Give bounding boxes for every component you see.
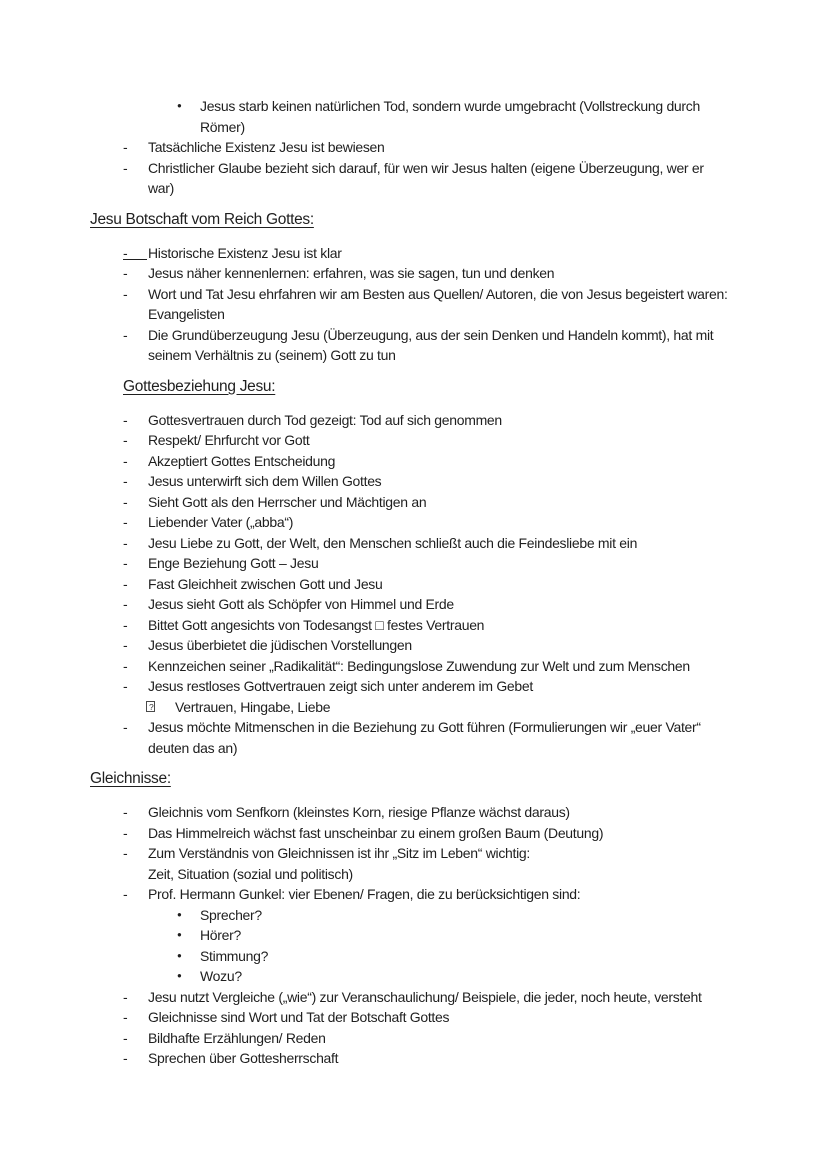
list-item bbox=[90, 96, 828, 137]
list-item-text: Jesu nutzt Vergleiche („wie“) zur Veranschaulichung/ Beispiele, die jeder, noch heute, versteht bbox=[148, 988, 702, 1005]
list-item-text: Jesu Liebe zu Gott, der Welt, den Menschen schließt auch die Feindesliebe mit ein bbox=[148, 534, 638, 551]
list-item-text: Sprecher? bbox=[200, 906, 262, 923]
dash-marker: - bbox=[123, 719, 128, 735]
list-item bbox=[90, 843, 828, 864]
list-item bbox=[90, 615, 828, 636]
list-item-text: Respekt/ Ehrfurcht vor Gott bbox=[148, 432, 310, 448]
list-item-text: Jesus näher kennenlernen: erfahren, was sie sagen, tun und denken bbox=[148, 265, 555, 281]
list-item bbox=[90, 697, 828, 718]
list-item bbox=[90, 137, 828, 158]
dash-marker: - bbox=[123, 159, 128, 176]
list-item-text: Jesus starb keinen natürlichen Tod, sondern wurde umgebracht (Vollstreckung durch Römer) bbox=[200, 98, 700, 135]
dash-marker: - bbox=[123, 1009, 128, 1025]
list-item-text: Liebender Vater („abba“) bbox=[148, 514, 294, 530]
dash-marker: - bbox=[123, 285, 128, 302]
list-item bbox=[90, 471, 828, 492]
list-item bbox=[90, 158, 828, 199]
list-item-text: Hörer? bbox=[200, 927, 241, 943]
list-item-text: Wort und Tat Jesu ehrfahren wir am Besten aus Quellen/ Autoren, die von Jesus begeistert waren: Evangelisten bbox=[148, 285, 728, 322]
list-item-text: Jesus möchte Mitmenschen in die Beziehung zu Gott führen (Formulierungen wir „euer Vater“ deuten das an) bbox=[148, 719, 701, 756]
list-item-text: Zeit, Situation (sozial und politisch) bbox=[148, 865, 353, 882]
dash-marker: - bbox=[123, 657, 128, 674]
list-item bbox=[90, 492, 828, 513]
list-item-text: Zum Verständnis von Gleichnissen ist ihr „Sitz im Leben“ wichtig: bbox=[148, 845, 530, 861]
list-item bbox=[90, 594, 828, 615]
list-item-text: Wozu? bbox=[200, 968, 242, 984]
list-item bbox=[90, 717, 828, 758]
list-item bbox=[90, 802, 828, 823]
dash-marker: - bbox=[123, 326, 128, 343]
section-heading bbox=[90, 209, 828, 230]
list-item bbox=[90, 1007, 828, 1028]
list-item bbox=[90, 574, 828, 595]
dash-marker: - bbox=[123, 845, 128, 861]
section-heading-text: Gleichnisse: bbox=[90, 770, 171, 787]
dash-marker: - bbox=[123, 139, 128, 155]
list-item-text: Bittet Gott angesichts von Todesangst □ festes Vertrauen bbox=[148, 616, 485, 633]
dash-marker: - bbox=[123, 493, 128, 510]
box-question-marker: ? bbox=[146, 697, 175, 718]
list-item-text: Sprechen über Gottesherrschaft bbox=[148, 1050, 339, 1066]
list-item bbox=[90, 243, 828, 264]
list-item-text: Das Himmelreich wächst fast unscheinbar zu einem großen Baum (Deutung) bbox=[148, 824, 604, 841]
list-item bbox=[90, 1048, 828, 1069]
list-section bbox=[90, 96, 828, 199]
list-item-text: Gottesvertrauen durch Tod gezeigt: Tod auf sich genommen bbox=[148, 411, 502, 428]
section-heading-text: Jesu Botschaft vom Reich Gottes: bbox=[90, 210, 314, 228]
dash-marker: - bbox=[123, 534, 128, 551]
dash-marker: - bbox=[123, 452, 128, 469]
list-item-text: Sieht Gott als den Herrscher und Mächtigen an bbox=[148, 493, 427, 510]
list-item-text: Gleichnisse sind Wort und Tat der Botschaft Gottes bbox=[148, 1009, 450, 1025]
dash-marker: - bbox=[123, 265, 128, 281]
list-item-text: Jesus unterwirft sich dem Willen Gottes bbox=[148, 473, 382, 489]
section-heading-text: Gottesbeziehung Jesu: bbox=[123, 377, 276, 395]
dash-marker: - bbox=[123, 1029, 128, 1046]
list-item bbox=[90, 451, 828, 472]
dash-marker: - bbox=[123, 988, 128, 1005]
dash-marker: - bbox=[123, 886, 128, 902]
dash-marker: - bbox=[123, 555, 128, 571]
list-item-text: Enge Beziehung Gott – Jesu bbox=[148, 555, 319, 571]
list-item bbox=[90, 966, 828, 987]
list-item bbox=[90, 946, 828, 967]
list-item-text: Tatsächliche Existenz Jesu ist bewiesen bbox=[148, 139, 385, 155]
dash-marker: - bbox=[123, 1050, 128, 1066]
list-item bbox=[90, 325, 828, 366]
list-item bbox=[90, 925, 828, 946]
list-item-text: Stimmung? bbox=[200, 947, 269, 964]
list-item-text: Jesus sieht Gott als Schöpfer von Himmel und Erde bbox=[148, 596, 454, 612]
dash-marker: - bbox=[123, 411, 128, 428]
dash-marker: - bbox=[123, 824, 128, 841]
list-item bbox=[90, 823, 828, 844]
dash-marker: - bbox=[123, 596, 128, 612]
document-content bbox=[90, 96, 828, 1069]
bullet-marker: ● bbox=[177, 101, 182, 110]
list-item bbox=[90, 656, 828, 677]
bullet-marker: ● bbox=[177, 971, 182, 980]
dash-marker: - bbox=[123, 514, 128, 530]
dash-marker: - bbox=[123, 804, 128, 820]
list-item bbox=[90, 284, 828, 325]
list-item-text: Kennzeichen seiner „Radikalität“: Bedingungslose Zuwendung zur Welt und zum Menschen bbox=[148, 657, 690, 674]
section-heading bbox=[90, 768, 828, 789]
list-item bbox=[90, 635, 828, 656]
list-item bbox=[90, 512, 828, 533]
list-item-text: Gleichnis vom Senfkorn (kleinstes Korn, riesige Pflanze wächst daraus) bbox=[148, 804, 570, 820]
list-item-text: Jesus restloses Gottvertrauen zeigt sich unter anderem im Gebet bbox=[148, 678, 533, 694]
list-item bbox=[90, 533, 828, 554]
list-item bbox=[90, 263, 828, 284]
list-item bbox=[90, 430, 828, 451]
list-item bbox=[90, 410, 828, 431]
dash-marker: - bbox=[123, 616, 128, 633]
list-item bbox=[90, 864, 828, 885]
list-item bbox=[90, 987, 828, 1008]
list-item bbox=[90, 884, 828, 905]
list-item-text: Historische Existenz Jesu ist klar bbox=[148, 244, 342, 261]
list-section bbox=[90, 410, 828, 759]
bullet-marker: ● bbox=[177, 950, 182, 960]
list-item-text: Bildhafte Erzählungen/ Reden bbox=[148, 1029, 326, 1046]
dash-marker: - bbox=[123, 432, 128, 448]
list-item-text: Die Grundüberzeugung Jesu (Überzeugung, aus der sein Denken und Handeln kommt), hat mit seinem Verhältnis zu (seinem) Gott zu tun bbox=[148, 326, 714, 363]
list-item bbox=[90, 1028, 828, 1049]
section-heading bbox=[123, 376, 828, 397]
list-item-text: Vertrauen, Hingabe, Liebe bbox=[175, 698, 331, 715]
list-item-text: Jesus überbietet die jüdischen Vorstellungen bbox=[148, 637, 412, 653]
bullet-marker: ● bbox=[177, 930, 182, 939]
dash-marker: - bbox=[123, 637, 128, 653]
list-item bbox=[90, 553, 828, 574]
dash-underline-marker: - bbox=[123, 243, 148, 264]
list-item bbox=[90, 905, 828, 926]
list-item-text: Prof. Hermann Gunkel: vier Ebenen/ Fragen, die zu berücksichtigen sind: bbox=[148, 886, 581, 902]
list-item-text: Christlicher Glaube bezieht sich darauf, für wen wir Jesus halten (eigene Überzeugung, wer er war) bbox=[148, 159, 704, 196]
list-section bbox=[90, 802, 828, 1069]
bullet-marker: ● bbox=[177, 909, 182, 919]
list-item bbox=[90, 676, 828, 697]
list-item-text: Akzeptiert Gottes Entscheidung bbox=[148, 452, 336, 469]
dash-marker: - bbox=[123, 575, 128, 592]
list-section bbox=[90, 243, 828, 366]
list-item-text: Fast Gleichheit zwischen Gott und Jesu bbox=[148, 575, 383, 592]
dash-marker: - bbox=[123, 678, 128, 694]
dash-marker: - bbox=[123, 473, 128, 489]
